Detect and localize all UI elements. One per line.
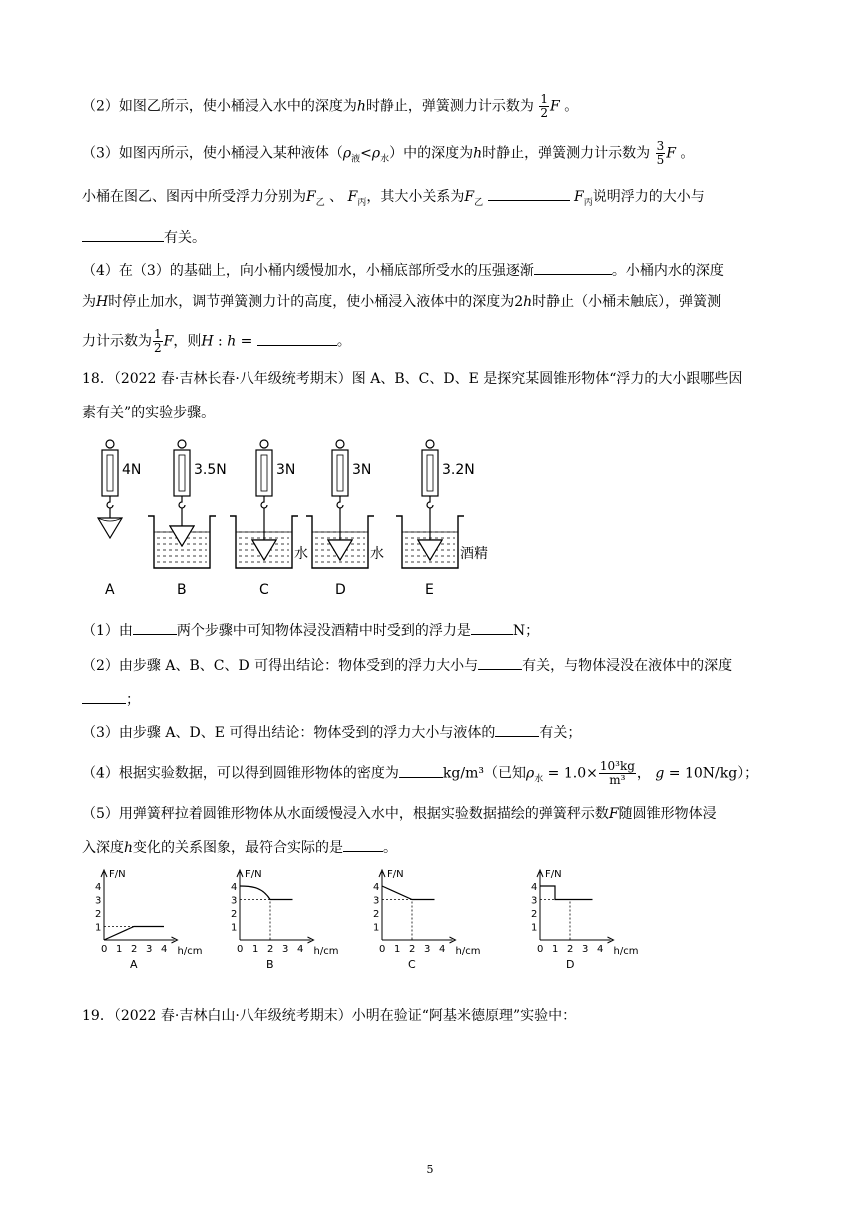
x-tick: 1 [394,944,401,955]
liquid-label: 水 [370,546,384,562]
hook [179,496,185,508]
q18-part2-line2: ； [82,689,140,710]
q17-related: 有关。 [82,227,206,248]
graph-curve [240,886,293,900]
y-axis-label: F/N [245,869,262,880]
q18-part5-line1: （5）用弹簧秤拉着圆锥形物体从水面缓慢浸入水中，根据实验数据描绘的弹簧秤示数F随圆锥形物体浸 [82,806,717,822]
liquid-label: 酒精 [460,546,488,562]
answer-blank[interactable] [534,260,612,275]
step-label: D [335,582,346,598]
hook [427,496,433,508]
y-tick: 3 [531,895,538,907]
answer-blank[interactable] [495,722,539,737]
x-tick: 0 [379,944,386,955]
step-a [98,440,141,598]
graph-label: C [408,958,416,971]
x-tick: 0 [237,944,244,955]
x-tick: 0 [101,944,108,955]
y-tick: 4 [531,882,538,893]
cone-object [328,540,352,560]
q17-part3: （3）如图丙所示，使小桶浸入某种液体$(\rho_液<\rho_水)$中的深度为h时静止，弹簧测力计示数为 $\frac{3}{5}$ F 。 [82,139,695,167]
q19-stem: 19．（2022 春·吉林白山·八年级统考期末）小明在验证“阿基米德原理”实验中： [82,1008,577,1024]
x-tick: 4 [161,944,168,955]
x-tick: 1 [552,944,559,955]
q18-part4: （4）根据实验数据，可以得到圆锥形物体的密度为 kg/m³（已知$\rho_水 = 1.0\times$ $\frac{\text{10³kg}}{\text{m³}}$ ， g = 10N/kg）； [82,759,759,787]
y-axis-label: F/N [387,869,404,880]
scale-reading: 3N [276,462,296,478]
y-tick: 4 [373,882,380,893]
scale-reading: 3N [352,462,372,478]
graph-curve [104,927,164,941]
graph-curve [540,886,593,900]
x-tick: 3 [424,944,431,955]
guide-line [240,900,270,941]
x-axis-label: h/cm [455,946,481,957]
q18-part3: （3）由步骤 A、D、E 可得出结论：物体受到的浮力大小与液体的 有关； [82,722,581,743]
spring-scale-ring [426,440,434,448]
y-tick: 4 [95,882,102,893]
answer-blank[interactable] [133,620,177,635]
x-tick: 4 [297,944,304,955]
y-tick: 2 [531,909,538,920]
graph-label: B [266,958,274,971]
x-axis-label: h/cm [177,946,203,957]
q17-part4-line1: （4）在（3）的基础上，向小桶内缓慢加水，小桶底部所受水的压强逐渐 。小桶内水的深度 [82,260,724,281]
y-tick: 4 [231,882,238,893]
x-tick: 4 [439,944,446,955]
page-number: 5 [426,1163,434,1176]
q17-part4-line3: 力计示数为 $\frac{1}{2}$ F，则H : h = 。 [82,327,351,355]
y-tick: 3 [231,895,238,907]
graph-c [373,869,480,971]
q17-part2: （2）如图乙所示，使小桶浸入水中的深度为h时静止，弹簧测力计示数为 $\frac{1}{2}$ F 。 [82,92,579,120]
graph-curve [382,886,435,900]
x-tick: 4 [597,944,604,955]
x-tick: 3 [282,944,289,955]
x-tick: 2 [267,944,274,955]
step-label: A [105,582,115,598]
graph-options [84,864,684,976]
spring-scale-ring [260,440,268,448]
hook [107,496,113,508]
spring-scale-body [256,450,272,496]
answer-blank[interactable] [478,655,522,670]
guide-line [382,900,412,941]
hook [261,496,267,508]
step-label: E [425,582,434,598]
step-b [148,440,227,598]
spring-scale-body [332,450,348,496]
answer-blank[interactable] [82,227,164,242]
q18-stem-line2: 素有关”的实验步骤。 [82,405,216,421]
graph-d [531,869,638,971]
y-axis-label: F/N [545,869,562,880]
y-tick: 1 [531,922,538,934]
cone-object [170,526,194,546]
x-tick: 2 [131,944,138,955]
scale-reading: 3.2N [442,462,475,478]
x-tick: 3 [146,944,153,955]
cone-object [252,540,276,560]
y-tick: 2 [95,909,102,920]
experiment-figure [96,436,496,601]
step-d [306,440,384,598]
scale-reading: 3.5N [194,462,227,478]
answer-blank[interactable] [488,186,570,201]
x-axis-label: h/cm [613,946,639,957]
y-tick: 3 [95,895,102,907]
step-label: C [259,582,269,598]
spring-scale-body [174,450,190,496]
spring-scale-ring [336,440,344,448]
y-tick: 1 [373,922,380,934]
answer-blank[interactable] [82,689,126,704]
q18-stem-line1: 18．（2022 春·吉林长春·八年级统考期末）图 A、B、C、D、E 是探究某圆锥形物体“浮力的大小跟哪些因 [82,371,743,387]
answer-blank[interactable] [399,763,443,778]
answer-blank[interactable] [343,837,383,852]
q18-part2-line1: （2）由步骤 A、B、C、D 可得出结论：物体受到的浮力大小与 有关，与物体浸没在液体中的深度 [82,655,732,676]
graph-b [231,869,338,971]
x-axis-label: h/cm [313,946,339,957]
q18-part5-line2: 入深度h变化的关系图象，最符合实际的是 。 [82,837,397,858]
x-tick: 3 [582,944,589,955]
y-axis-label: F/N [109,869,126,880]
graph-label: A [130,958,138,971]
spring-scale-ring [106,440,114,448]
q17-part4-line2: 为H时停止加水，调节弹簧测力计的高度，使小桶浸入液体中的深度为2h时静止（小桶未触底），弹簧测 [82,294,722,310]
cone-object [418,540,442,560]
guide-line [540,900,570,941]
x-tick: 0 [537,944,544,955]
y-tick: 1 [95,922,102,934]
x-tick: 1 [252,944,259,955]
y-tick: 1 [231,922,238,934]
q17-compare: 小桶在图乙、图丙中所受浮力分别为$F_乙$ 、 $F_丙$，其大小关系为$F_乙$ $F_丙$说明浮力的大小与 [82,186,705,213]
y-tick: 3 [373,895,380,907]
spring-scale-body [422,450,438,496]
x-tick: 1 [116,944,123,955]
answer-blank[interactable] [257,331,337,346]
step-c [230,440,308,598]
x-tick: 2 [567,944,574,955]
y-tick: 2 [231,909,238,920]
graph-label: D [566,958,575,971]
scale-reading: 4N [122,462,142,478]
x-tick: 2 [409,944,416,955]
step-label: B [177,582,187,598]
spring-scale-ring [178,440,186,448]
y-tick: 2 [373,909,380,920]
liquid-label: 水 [294,546,308,562]
q18-part1: （1）由 两个步骤中可知物体浸没酒精中时受到的浮力是 N； [82,620,539,641]
answer-blank[interactable] [471,620,513,635]
step-e [396,440,488,598]
graph-a [95,869,202,971]
spring-scale-body [102,450,118,496]
hook [337,496,343,508]
